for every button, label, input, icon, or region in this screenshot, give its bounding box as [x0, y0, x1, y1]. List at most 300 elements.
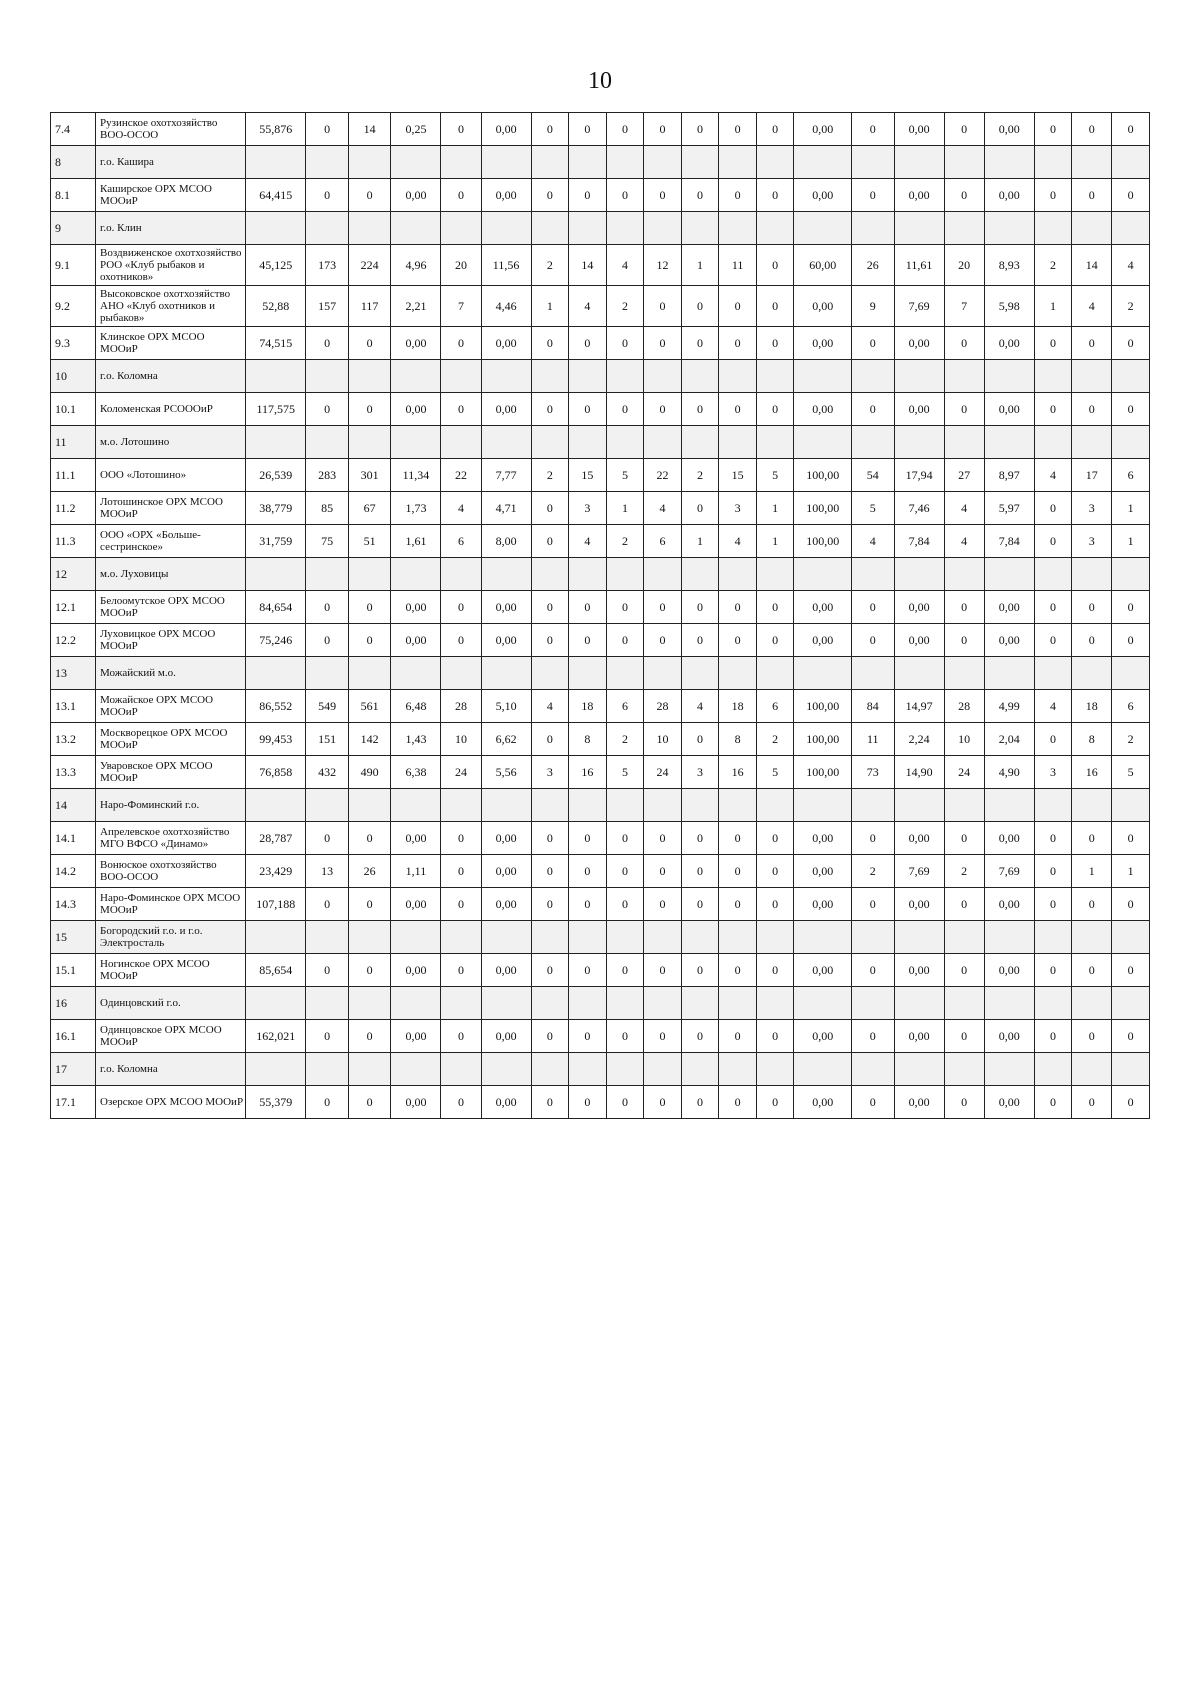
- table-cell: [391, 657, 441, 690]
- row-number: 11.3: [51, 525, 96, 558]
- table-cell: [1034, 789, 1072, 822]
- table-cell: 0,00: [984, 591, 1034, 624]
- table-cell: 0: [681, 954, 719, 987]
- table-cell: 5: [606, 756, 644, 789]
- row-number: 9.2: [51, 286, 96, 327]
- table-cell: 0: [1112, 393, 1150, 426]
- table-cell: 0: [1112, 1086, 1150, 1119]
- table-cell: [1034, 212, 1072, 245]
- table-cell: 1: [756, 525, 794, 558]
- row-name: Каширское ОРХ МСОО МООиР: [96, 179, 246, 212]
- table-cell: [756, 558, 794, 591]
- table-cell: 0: [606, 822, 644, 855]
- table-cell: 0: [348, 327, 391, 360]
- table-cell: [1112, 146, 1150, 179]
- table-cell: 0: [756, 113, 794, 146]
- table-cell: 0: [569, 624, 607, 657]
- table-cell: [644, 657, 682, 690]
- table-cell: 6: [756, 690, 794, 723]
- table-cell: 0: [306, 822, 349, 855]
- table-cell: 0: [1072, 954, 1112, 987]
- table-cell: 0: [681, 591, 719, 624]
- table-cell: 0,00: [391, 1086, 441, 1119]
- table-cell: [1034, 657, 1072, 690]
- table-cell: 0: [606, 954, 644, 987]
- table-cell: 0: [569, 327, 607, 360]
- table-cell: 0: [606, 1086, 644, 1119]
- table-cell: 0: [756, 179, 794, 212]
- row-name: Клинское ОРХ МСОО МООиР: [96, 327, 246, 360]
- table-cell: 100,00: [794, 525, 852, 558]
- table-cell: 0,00: [481, 113, 531, 146]
- table-cell: 0: [1072, 624, 1112, 657]
- table-cell: 173: [306, 245, 349, 286]
- row-number: 12.2: [51, 624, 96, 657]
- table-cell: [944, 146, 984, 179]
- table-cell: 0: [681, 393, 719, 426]
- table-cell: [944, 360, 984, 393]
- table-cell: [719, 789, 757, 822]
- table-cell: 0: [606, 888, 644, 921]
- table-cell: 0: [531, 591, 569, 624]
- table-cell: [441, 212, 481, 245]
- table-cell: 0: [569, 113, 607, 146]
- table-cell: 3: [1034, 756, 1072, 789]
- table-cell: 20: [944, 245, 984, 286]
- row-name: Апрелевское охотхозяйство МГО ВФСО «Динамо»: [96, 822, 246, 855]
- table-cell: 0,00: [391, 954, 441, 987]
- table-cell: 0,00: [481, 327, 531, 360]
- row-name: Наро-Фоминское ОРХ МСОО МООиР: [96, 888, 246, 921]
- table-cell: 0: [681, 1020, 719, 1053]
- row-number: 17.1: [51, 1086, 96, 1119]
- table-cell: 0: [569, 954, 607, 987]
- table-cell: 22: [644, 459, 682, 492]
- table-cell: 0: [348, 179, 391, 212]
- table-cell: [681, 1053, 719, 1086]
- table-cell: 0: [441, 624, 481, 657]
- table-cell: 0: [719, 888, 757, 921]
- table-cell: [481, 657, 531, 690]
- table-cell: [569, 921, 607, 954]
- table-cell: 11,56: [481, 245, 531, 286]
- table-cell: 100,00: [794, 492, 852, 525]
- table-cell: [391, 360, 441, 393]
- table-cell: [852, 426, 895, 459]
- row-number: 14: [51, 789, 96, 822]
- table-cell: 0: [1112, 1020, 1150, 1053]
- table-cell: 0: [644, 286, 682, 327]
- table-cell: 0: [1034, 954, 1072, 987]
- table-cell: 0,00: [391, 591, 441, 624]
- table-cell: [441, 657, 481, 690]
- table-cell: 1: [1072, 855, 1112, 888]
- table-cell: 67: [348, 492, 391, 525]
- table-cell: 0: [348, 591, 391, 624]
- table-cell: 0: [719, 1020, 757, 1053]
- table-cell: [1072, 360, 1112, 393]
- table-cell: 0,00: [984, 822, 1034, 855]
- table-cell: [606, 987, 644, 1020]
- table-cell: [852, 360, 895, 393]
- table-cell: 0,00: [391, 327, 441, 360]
- row-number: 10.1: [51, 393, 96, 426]
- table-cell: 1,73: [391, 492, 441, 525]
- table-cell: 0: [719, 179, 757, 212]
- table-cell: 20: [441, 245, 481, 286]
- table-cell: [1034, 146, 1072, 179]
- table-cell: [1072, 212, 1112, 245]
- table-cell: 51: [348, 525, 391, 558]
- table-cell: 1: [1034, 286, 1072, 327]
- table-cell: 0: [944, 113, 984, 146]
- table-cell: [681, 146, 719, 179]
- table-cell: 0: [441, 855, 481, 888]
- table-cell: 28: [944, 690, 984, 723]
- table-cell: 0: [1112, 179, 1150, 212]
- table-cell: 3: [1072, 492, 1112, 525]
- row-name: Можайское ОРХ МСОО МООиР: [96, 690, 246, 723]
- table-cell: 0: [306, 1020, 349, 1053]
- page-number: 10: [588, 68, 612, 94]
- table-cell: 0: [348, 1020, 391, 1053]
- table-cell: 0,00: [391, 179, 441, 212]
- table-cell: [481, 212, 531, 245]
- table-cell: [719, 426, 757, 459]
- table-cell: 0,00: [794, 113, 852, 146]
- table-cell: 0: [606, 327, 644, 360]
- table-cell: [894, 558, 944, 591]
- table-cell: [569, 558, 607, 591]
- table-cell: 6,48: [391, 690, 441, 723]
- table-cell: 0: [756, 624, 794, 657]
- table-cell: 107,188: [246, 888, 306, 921]
- table-cell: 0: [852, 179, 895, 212]
- table-cell: [306, 921, 349, 954]
- table-cell: [569, 789, 607, 822]
- table-cell: 0: [852, 954, 895, 987]
- table-cell: [306, 558, 349, 591]
- table-cell: 8,00: [481, 525, 531, 558]
- table-cell: 0,00: [481, 179, 531, 212]
- table-cell: [1072, 1053, 1112, 1086]
- table-cell: [348, 987, 391, 1020]
- table-cell: 0: [1112, 327, 1150, 360]
- table-cell: [644, 558, 682, 591]
- table-cell: 0: [1112, 888, 1150, 921]
- table-cell: [756, 657, 794, 690]
- table-cell: [531, 426, 569, 459]
- table-cell: [569, 146, 607, 179]
- table-cell: 14: [569, 245, 607, 286]
- table-cell: [944, 558, 984, 591]
- table-cell: 11,34: [391, 459, 441, 492]
- table-cell: 4,90: [984, 756, 1034, 789]
- table-cell: 0: [306, 179, 349, 212]
- table-cell: [1034, 360, 1072, 393]
- district-row: [51, 360, 1150, 393]
- row-number: 13.1: [51, 690, 96, 723]
- table-cell: 14: [348, 113, 391, 146]
- table-cell: 27: [944, 459, 984, 492]
- row-name: Ногинское ОРХ МСОО МООиР: [96, 954, 246, 987]
- row-number: 7.4: [51, 113, 96, 146]
- table-cell: [894, 789, 944, 822]
- table-cell: 6,62: [481, 723, 531, 756]
- table-cell: 0: [569, 1086, 607, 1119]
- hunting-table: [50, 112, 1150, 1119]
- table-cell: 100,00: [794, 756, 852, 789]
- table-cell: 2,21: [391, 286, 441, 327]
- table-cell: 0: [531, 1086, 569, 1119]
- table-cell: 6: [1112, 690, 1150, 723]
- table-cell: [756, 1053, 794, 1086]
- table-cell: [306, 987, 349, 1020]
- table-cell: 0: [852, 393, 895, 426]
- table-cell: 4,96: [391, 245, 441, 286]
- table-cell: [1112, 558, 1150, 591]
- table-cell: [606, 558, 644, 591]
- table-cell: 0,00: [894, 1086, 944, 1119]
- table-cell: [984, 657, 1034, 690]
- table-cell: [794, 789, 852, 822]
- table-cell: [1072, 657, 1112, 690]
- table-row: [51, 855, 1150, 888]
- table-cell: 100,00: [794, 690, 852, 723]
- row-name: м.о. Лотошино: [96, 426, 246, 459]
- table-row: [51, 888, 1150, 921]
- table-cell: 0: [756, 591, 794, 624]
- table-cell: 0: [441, 591, 481, 624]
- table-cell: [794, 212, 852, 245]
- table-cell: [246, 921, 306, 954]
- table-cell: 3: [1072, 525, 1112, 558]
- row-number: 11.2: [51, 492, 96, 525]
- table-cell: 1: [1112, 855, 1150, 888]
- table-cell: 0: [531, 113, 569, 146]
- table-cell: 0: [348, 888, 391, 921]
- table-cell: 0: [644, 327, 682, 360]
- table-cell: 0: [1034, 624, 1072, 657]
- table-cell: [681, 921, 719, 954]
- table-cell: 8: [1072, 723, 1112, 756]
- table-cell: 0: [1034, 393, 1072, 426]
- table-cell: 6,38: [391, 756, 441, 789]
- table-cell: [531, 146, 569, 179]
- table-cell: 0: [644, 1020, 682, 1053]
- row-number: 17: [51, 1053, 96, 1086]
- table-cell: [719, 921, 757, 954]
- table-cell: 5: [1112, 756, 1150, 789]
- district-row: [51, 789, 1150, 822]
- table-cell: 28: [644, 690, 682, 723]
- table-cell: 0: [569, 179, 607, 212]
- table-row: [51, 245, 1150, 286]
- district-row: [51, 146, 1150, 179]
- table-cell: 0,00: [894, 954, 944, 987]
- table-cell: 0: [569, 591, 607, 624]
- table-cell: 0: [531, 393, 569, 426]
- table-cell: 1,61: [391, 525, 441, 558]
- table-cell: [681, 657, 719, 690]
- table-cell: [644, 921, 682, 954]
- table-row: [51, 327, 1150, 360]
- table-cell: 64,415: [246, 179, 306, 212]
- table-cell: [606, 657, 644, 690]
- table-cell: 6: [441, 525, 481, 558]
- table-cell: 8: [569, 723, 607, 756]
- table-cell: [984, 987, 1034, 1020]
- table-cell: 2: [1112, 723, 1150, 756]
- table-cell: 0: [306, 113, 349, 146]
- table-cell: 0,00: [391, 393, 441, 426]
- row-name: Лотошинское ОРХ МСОО МООиР: [96, 492, 246, 525]
- table-cell: 0,00: [794, 327, 852, 360]
- table-cell: 85,654: [246, 954, 306, 987]
- table-cell: [1072, 146, 1112, 179]
- row-number: 12: [51, 558, 96, 591]
- table-cell: 0,00: [794, 591, 852, 624]
- table-cell: [1072, 558, 1112, 591]
- table-cell: [644, 987, 682, 1020]
- table-cell: 0: [531, 822, 569, 855]
- table-cell: [1112, 657, 1150, 690]
- table-cell: 55,876: [246, 113, 306, 146]
- table-cell: 0: [531, 723, 569, 756]
- table-cell: 0: [719, 113, 757, 146]
- table-cell: [1072, 987, 1112, 1020]
- table-cell: 0,00: [894, 888, 944, 921]
- table-cell: 0: [531, 327, 569, 360]
- table-cell: 117,575: [246, 393, 306, 426]
- table-cell: 18: [1072, 690, 1112, 723]
- table-cell: 0: [441, 954, 481, 987]
- table-cell: [894, 657, 944, 690]
- row-name: г.о. Кашира: [96, 146, 246, 179]
- table-cell: 0,00: [481, 591, 531, 624]
- table-cell: 0: [1072, 113, 1112, 146]
- table-cell: 0: [681, 1086, 719, 1119]
- row-number: 12.1: [51, 591, 96, 624]
- table-cell: 0: [681, 822, 719, 855]
- table-cell: 142: [348, 723, 391, 756]
- table-cell: 0,00: [794, 393, 852, 426]
- table-cell: 0: [756, 954, 794, 987]
- row-name: Рузинское охотхозяйство ВОО-ОСОО: [96, 113, 246, 146]
- table-cell: 4: [1034, 690, 1072, 723]
- table-cell: 0,00: [481, 822, 531, 855]
- table-cell: [246, 657, 306, 690]
- table-cell: 0: [644, 624, 682, 657]
- table-cell: 52,88: [246, 286, 306, 327]
- table-cell: [1112, 987, 1150, 1020]
- table-cell: 4: [441, 492, 481, 525]
- table-cell: 10: [441, 723, 481, 756]
- table-cell: [644, 212, 682, 245]
- table-cell: 0: [441, 393, 481, 426]
- row-number: 16: [51, 987, 96, 1020]
- table-cell: 14,90: [894, 756, 944, 789]
- table-cell: 0,00: [894, 179, 944, 212]
- row-number: 11: [51, 426, 96, 459]
- table-cell: 0: [719, 393, 757, 426]
- table-cell: [441, 146, 481, 179]
- table-cell: 85: [306, 492, 349, 525]
- table-row: [51, 1020, 1150, 1053]
- row-name: г.о. Коломна: [96, 1053, 246, 1086]
- table-cell: 0,00: [794, 624, 852, 657]
- table-cell: 73: [852, 756, 895, 789]
- table-cell: 0: [944, 624, 984, 657]
- table-cell: 0: [681, 723, 719, 756]
- table-cell: 76,858: [246, 756, 306, 789]
- table-cell: [348, 789, 391, 822]
- table-cell: 7,69: [984, 855, 1034, 888]
- table-cell: 7,69: [894, 855, 944, 888]
- row-name: Уваровское ОРХ МСОО МООиР: [96, 756, 246, 789]
- table-cell: 0,00: [481, 393, 531, 426]
- table-cell: 0,00: [481, 954, 531, 987]
- table-cell: 5: [756, 756, 794, 789]
- table-cell: 151: [306, 723, 349, 756]
- table-cell: 0: [681, 855, 719, 888]
- table-cell: 31,759: [246, 525, 306, 558]
- table-cell: 0,00: [391, 822, 441, 855]
- table-cell: 4,46: [481, 286, 531, 327]
- table-cell: 3: [569, 492, 607, 525]
- table-cell: 0: [531, 624, 569, 657]
- table-cell: 0: [944, 1086, 984, 1119]
- table-cell: [569, 212, 607, 245]
- table-cell: [1034, 987, 1072, 1020]
- table-cell: 0: [569, 888, 607, 921]
- table-cell: 4: [852, 525, 895, 558]
- table-cell: 14,97: [894, 690, 944, 723]
- table-cell: 0: [1034, 591, 1072, 624]
- table-cell: 0: [944, 888, 984, 921]
- table-cell: 1: [756, 492, 794, 525]
- table-row: [51, 690, 1150, 723]
- table-cell: [719, 558, 757, 591]
- table-cell: 24: [944, 756, 984, 789]
- table-cell: [246, 789, 306, 822]
- row-name: Москворецкое ОРХ МСОО МООиР: [96, 723, 246, 756]
- table-row: [51, 286, 1150, 327]
- table-cell: [481, 1053, 531, 1086]
- table-cell: 84: [852, 690, 895, 723]
- table-cell: 0: [756, 1020, 794, 1053]
- table-cell: [719, 146, 757, 179]
- table-cell: [794, 146, 852, 179]
- table-cell: 4: [644, 492, 682, 525]
- row-name: Можайский м.о.: [96, 657, 246, 690]
- table-cell: 0: [756, 393, 794, 426]
- table-cell: [794, 921, 852, 954]
- table-cell: 0,00: [391, 624, 441, 657]
- table-cell: 0: [944, 179, 984, 212]
- table-cell: 0: [569, 1020, 607, 1053]
- table-cell: 4: [944, 525, 984, 558]
- table-cell: 4: [944, 492, 984, 525]
- table-cell: 0: [1072, 888, 1112, 921]
- table-cell: [348, 212, 391, 245]
- table-cell: 0: [531, 1020, 569, 1053]
- table-row: [51, 525, 1150, 558]
- table-cell: [1112, 1053, 1150, 1086]
- row-name: Вонюское охотхозяйство ВОО-ОСОО: [96, 855, 246, 888]
- table-cell: 4: [1112, 245, 1150, 286]
- table-cell: 5: [606, 459, 644, 492]
